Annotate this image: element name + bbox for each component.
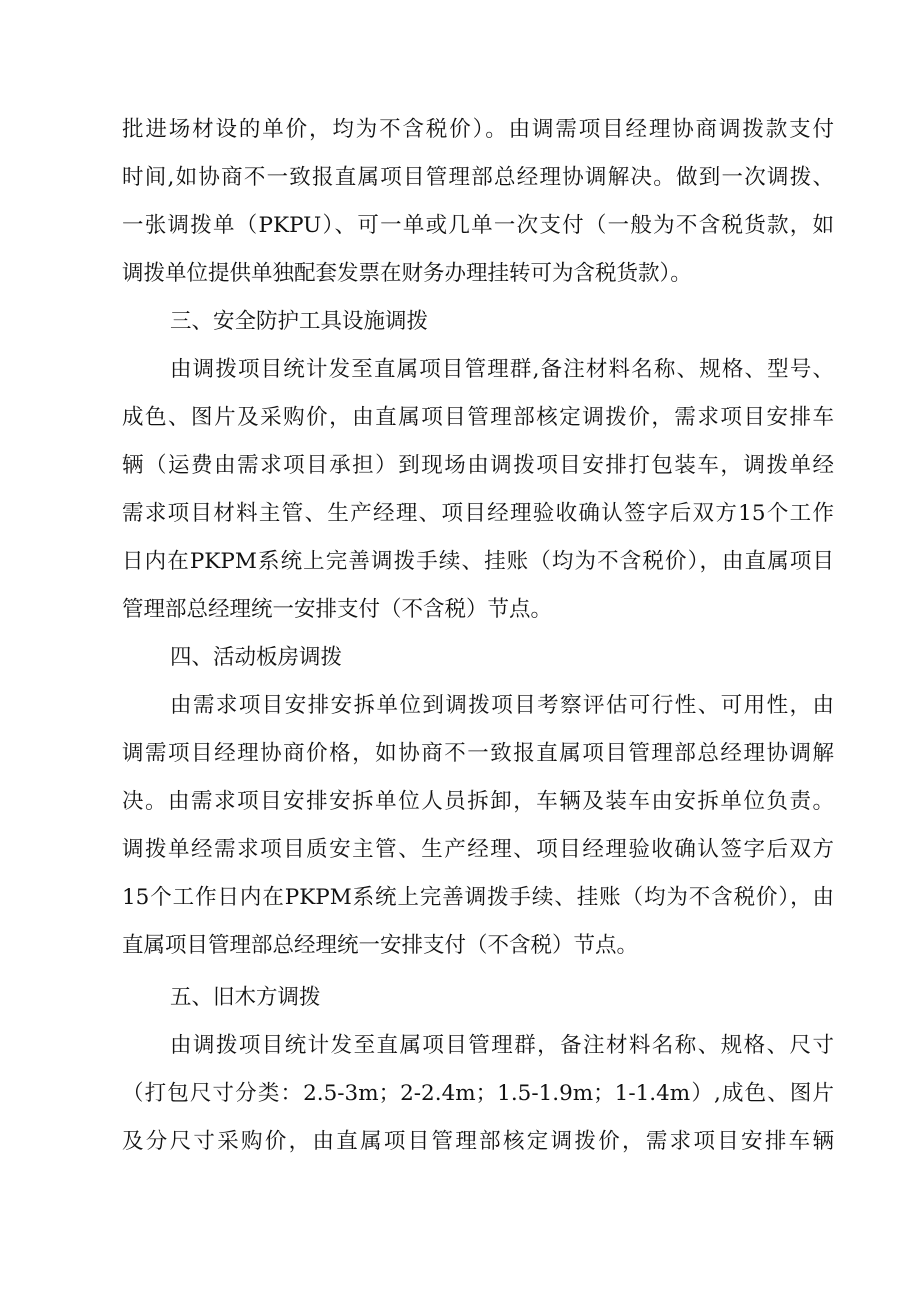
paragraph-line: 调需项目经理协商价格，如协商不一致报直属项目管理部总经理协调解 (122, 741, 834, 766)
paragraph-line: 由需求项目安排安拆单位到调拨项目考察评估可行性、可用性，由 (170, 693, 834, 718)
paragraph-line: 需求项目材料主管、生产经理、项目经理验收确认签字后双方15个工作 (122, 501, 834, 526)
paragraph-line: 日内在PKPM系统上完善调拨手续、挂账（均为不含税价），由直属项目 (122, 549, 834, 574)
paragraph-line: 调拨单经需求项目质安主管、生产经理、项目经理验收确认签字后双方 (122, 837, 834, 862)
section-heading: 三、安全防护工具设施调拨 (170, 309, 429, 334)
paragraph-line: 由调拨项目统计发至直属项目管理群，备注材料名称、规格、尺寸 (170, 1033, 834, 1058)
paragraph-line: 批进场材设的单价，均为不含税价）。由调需项目经理协商调拨款支付 (122, 117, 834, 142)
section-heading: 五、旧木方调拨 (170, 985, 321, 1010)
section-heading: 四、活动板房调拨 (170, 645, 343, 670)
paragraph-line: 辆（运费由需求项目承担）到现场由调拨项目安排打包装车，调拨单经 (122, 453, 834, 478)
paragraph-line: 一张调拨单（PKPU）、可一单或几单一次支付（一般为不含税货款，如 (122, 213, 834, 238)
paragraph-line: 直属项目管理部总经理统一安排支付（不含税）节点。 (122, 933, 639, 958)
paragraph-line: 调拨单位提供单独配套发票在财务办理挂转可为含税货款）。 (122, 261, 692, 286)
paragraph-line: 时间,如协商不一致报直属项目管理部总经理协调解决。做到一次调拨、 (122, 165, 834, 190)
paragraph-line: 成色、图片及采购价，由直属项目管理部核定调拨价，需求项目安排车 (122, 405, 834, 430)
paragraph-line: 及分尺寸采购价，由直属项目管理部核定调拨价，需求项目安排车辆 (122, 1129, 834, 1154)
paragraph-line: （打包尺寸分类：2.5-3m；2-2.4m；1.5-1.9m；1-1.4m）,成色、图片 (122, 1081, 834, 1106)
paragraph-line: 15个工作日内在PKPM系统上完善调拨手续、挂账（均为不含税价），由 (122, 885, 834, 910)
paragraph-line: 管理部总经理统一安排支付（不含税）节点。 (122, 597, 553, 622)
paragraph-line: 由调拨项目统计发至直属项目管理群,备注材料名称、规格、型号、 (170, 357, 834, 382)
paragraph-line: 决。由需求项目安排安拆单位人员拆卸，车辆及装车由安拆单位负责。 (122, 789, 834, 814)
